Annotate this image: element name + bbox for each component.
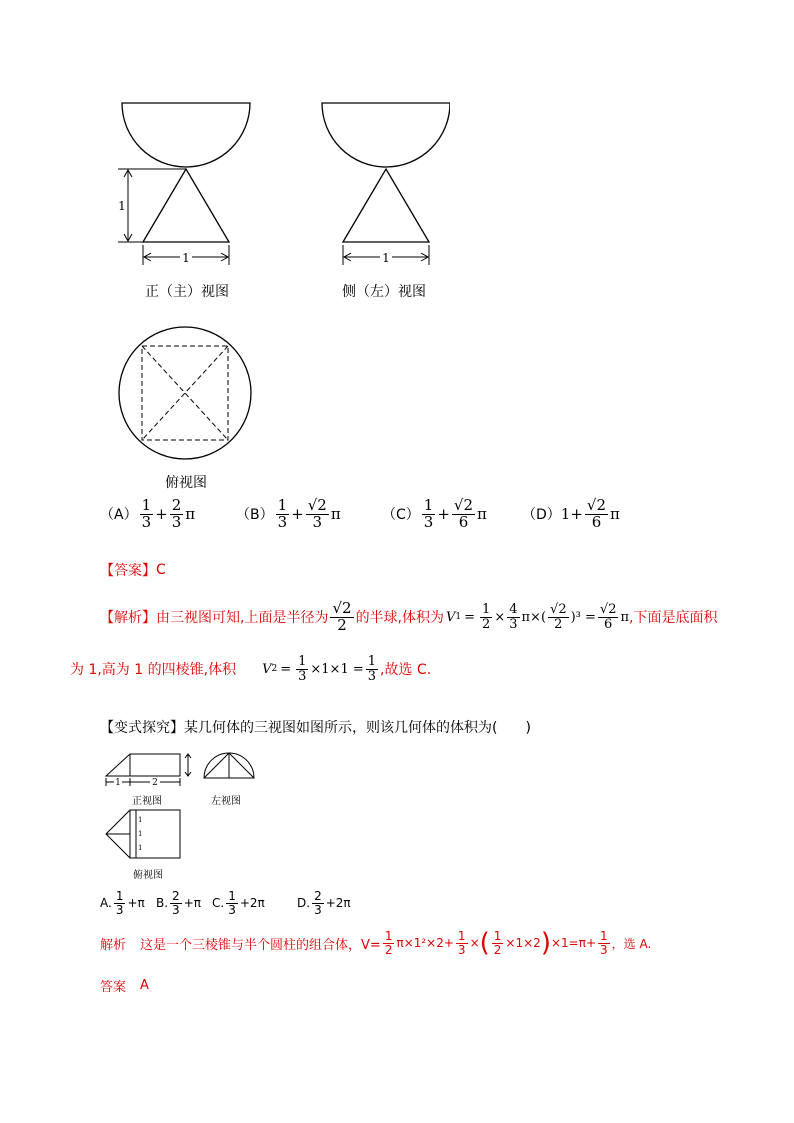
- expr-part: ，选 A.: [611, 936, 652, 951]
- pi-times: π×(: [521, 609, 547, 625]
- numerator: 1: [493, 929, 502, 943]
- fraction: [276, 498, 290, 531]
- hemisphere-shape: [122, 103, 250, 167]
- analysis-1-line-1: [100, 601, 717, 634]
- option-rest: +π: [127, 896, 145, 911]
- left-paren-icon: (: [479, 928, 490, 959]
- front-view-caption: 正（主）视图: [145, 284, 229, 300]
- option-letter: （B）: [236, 507, 274, 524]
- option-d: [522, 498, 620, 531]
- variant-option-b: [156, 890, 201, 916]
- denominator: 6: [458, 512, 469, 531]
- variant-top-caption: 俯视图: [133, 870, 163, 881]
- numerator: 2: [314, 889, 322, 903]
- numerator: 1: [115, 889, 124, 903]
- pi-symbol: π: [620, 609, 630, 625]
- denominator: 3: [312, 512, 323, 531]
- option-letter: （C）: [382, 507, 420, 524]
- top-view-figure: [115, 323, 255, 463]
- fraction: [507, 603, 519, 631]
- denominator: 2: [482, 616, 491, 632]
- numerator: 1: [141, 496, 152, 514]
- denominator: 2: [493, 942, 502, 957]
- numerator: 1: [277, 496, 288, 514]
- fraction: [366, 655, 378, 683]
- option-letter: D.: [297, 896, 311, 911]
- answer-value: A: [140, 978, 149, 993]
- dim-label: 1: [138, 844, 143, 852]
- denominator: 6: [604, 616, 613, 632]
- numerator: √2: [453, 496, 474, 514]
- expr-part: ×1=π+: [550, 936, 596, 951]
- cube-equals: )³ =: [570, 609, 596, 625]
- expr-part: ×: [469, 936, 480, 951]
- dim-label-1: 1: [115, 778, 121, 788]
- variant-front-caption: 正视图: [132, 796, 162, 807]
- answer-tag: 答案: [100, 980, 127, 995]
- pi-symbol: π: [477, 505, 487, 524]
- trapezoid-shape: [106, 754, 180, 776]
- numerator: 1: [367, 654, 377, 669]
- subscript: 2: [271, 664, 278, 675]
- answer-tag: 【答案】: [100, 563, 156, 579]
- denominator: 3: [141, 512, 152, 531]
- plus-sign: +: [570, 505, 583, 524]
- option-a: [100, 498, 195, 531]
- fraction: [548, 603, 569, 631]
- variant-top-view: [100, 806, 185, 862]
- fraction: [598, 930, 610, 956]
- numerator: √2: [550, 602, 567, 618]
- hemisphere-shape: [322, 103, 450, 167]
- variant-option-d: [297, 890, 351, 916]
- right-paren-icon: ): [540, 928, 551, 959]
- variant-left-view: [201, 748, 257, 784]
- option-rest: +2π: [325, 896, 351, 911]
- fraction: [492, 930, 504, 956]
- front-view-figure: [100, 95, 270, 280]
- fraction: [452, 498, 475, 531]
- circle-shape: [119, 327, 251, 459]
- denominator: 2: [337, 615, 347, 634]
- denominator: 3: [314, 902, 322, 917]
- v2-formula: [262, 655, 380, 683]
- answer-1: [100, 560, 166, 580]
- expr-part: π×1²×2+: [396, 936, 454, 951]
- dim-width-label: 1: [382, 251, 390, 265]
- option-letter: C.: [212, 896, 225, 911]
- plus-sign: +: [437, 505, 450, 524]
- denominator: 2: [554, 616, 563, 632]
- denominator: 3: [509, 616, 518, 632]
- variant-left-caption: 左视图: [211, 796, 241, 807]
- denominator: 3: [228, 902, 236, 917]
- answer-value: C: [156, 562, 166, 578]
- numerator: 1: [482, 602, 491, 618]
- top-view-caption: 俯视图: [165, 475, 207, 491]
- analysis-text: ,故选 C.: [380, 662, 432, 679]
- dim-label: 1: [138, 816, 143, 824]
- fraction: [114, 890, 126, 916]
- fraction: [480, 603, 492, 631]
- variant-option-c: [212, 890, 265, 916]
- fraction: [422, 498, 436, 531]
- denominator: 3: [457, 942, 466, 957]
- option-rest: +2π: [239, 896, 265, 911]
- analysis-tag: 【解析】: [100, 610, 156, 627]
- denominator: 3: [298, 668, 307, 684]
- numerator: 2: [172, 889, 180, 903]
- option-rest: +π: [183, 896, 201, 911]
- pyramid-triangle-shape: [143, 169, 229, 242]
- analysis-text: 这是一个三棱锥与半个圆柱的组合体，V=: [140, 937, 381, 953]
- times: ×: [494, 609, 506, 625]
- side-view-figure: [305, 95, 450, 280]
- denominator: 2: [384, 942, 393, 957]
- fraction: [226, 890, 238, 916]
- pi-symbol: π: [185, 505, 196, 524]
- fraction: [585, 498, 608, 531]
- fraction: [456, 930, 468, 956]
- denominator: 3: [115, 902, 124, 917]
- analysis-text: ,下面是底面积: [629, 610, 718, 627]
- denominator: 3: [600, 942, 608, 957]
- numerator: 1: [423, 496, 434, 514]
- pi-symbol: π: [610, 505, 620, 524]
- analysis-1-line-2: [70, 655, 431, 683]
- fraction: [170, 890, 182, 916]
- variable-v: V: [262, 661, 272, 677]
- fraction: [383, 930, 395, 956]
- dim-width-label: 1: [182, 251, 190, 265]
- analysis-2: [100, 928, 652, 959]
- analysis-text: 的半球,体积为: [355, 610, 445, 627]
- option-c: [382, 498, 487, 531]
- fraction: [306, 498, 329, 531]
- numerator: 2: [171, 496, 182, 514]
- fraction: [140, 498, 154, 531]
- fraction: [170, 498, 184, 531]
- numerator: 1: [384, 929, 393, 943]
- mid-expression: ×1×1 =: [310, 661, 364, 677]
- denominator: 3: [172, 902, 180, 917]
- subscript: 1: [455, 612, 462, 623]
- numerator: 4: [509, 602, 518, 618]
- equals: =: [464, 609, 476, 625]
- dim-label: 1: [138, 830, 143, 838]
- numerator: 1: [600, 929, 608, 943]
- variant-title: 【变式探究】某几何体的三视图如图所示，则该几何体的体积为( ): [100, 720, 531, 736]
- numerator: √2: [332, 599, 352, 617]
- denominator: 3: [277, 512, 288, 531]
- v1-formula: [446, 603, 629, 631]
- numerator: 1: [298, 654, 307, 669]
- option-letter: B.: [156, 896, 169, 911]
- radius-fraction: [330, 601, 353, 634]
- fraction: [598, 603, 619, 631]
- variable-v: V: [446, 609, 456, 625]
- option-letter: （D）: [522, 507, 561, 524]
- option-b: [236, 498, 341, 531]
- numerator: √2: [307, 496, 327, 514]
- numerator: 1: [457, 929, 466, 943]
- variant-option-a: [100, 890, 145, 916]
- fraction: [312, 890, 324, 916]
- option-letter: A.: [100, 896, 112, 911]
- one-value: 1: [560, 505, 571, 524]
- denominator: 6: [591, 512, 602, 531]
- plus-sign: +: [291, 505, 304, 524]
- fraction: [296, 655, 308, 683]
- option-letter: （A）: [100, 507, 138, 524]
- variant-front-view: [100, 748, 195, 788]
- plus-sign: +: [155, 505, 168, 524]
- pi-symbol: π: [330, 505, 341, 524]
- numerator: √2: [599, 602, 617, 618]
- numerator: √2: [586, 496, 607, 514]
- answer-2: [100, 976, 149, 995]
- dim-height-label: 1: [118, 199, 126, 213]
- pyramid-triangle-shape: [343, 169, 429, 242]
- denominator: 3: [171, 512, 182, 531]
- denominator: 3: [423, 512, 434, 531]
- dim-label-2: 2: [152, 778, 158, 788]
- equals: =: [280, 661, 292, 677]
- analysis-text: 由三视图可知,上面是半径为: [156, 610, 329, 627]
- side-view-caption: 侧（左）视图: [342, 284, 426, 300]
- numerator: 1: [228, 889, 236, 903]
- analysis-text: 为 1,高为 1 的四棱锥,体积: [70, 662, 237, 679]
- analysis-tag: 解析: [100, 937, 127, 953]
- denominator: 3: [367, 668, 377, 684]
- expr-part: ×1×2: [505, 936, 541, 951]
